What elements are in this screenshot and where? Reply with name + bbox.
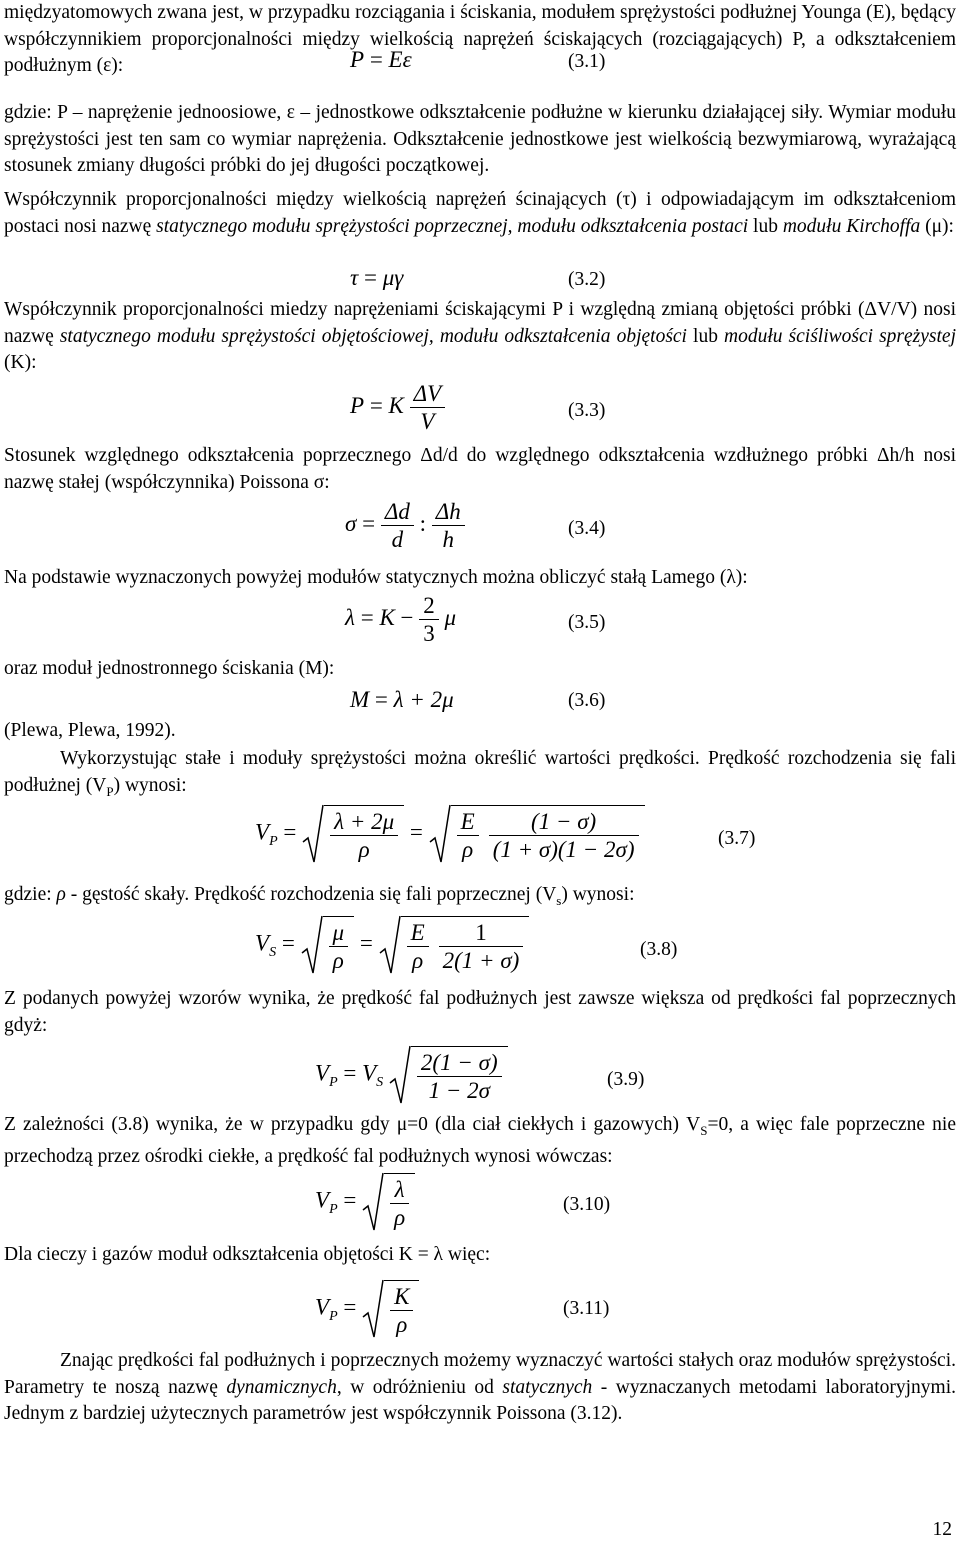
fraction-denominator: ρ xyxy=(332,948,344,973)
eq-lhs: V xyxy=(255,819,270,845)
fraction xyxy=(432,498,465,553)
eq-rhs: μγ xyxy=(382,265,404,290)
fraction xyxy=(329,919,349,974)
paragraph-text: Dla cieczy i gazów moduł odkształcenia objętości K = λ więc: xyxy=(4,1244,491,1265)
paragraph-text: Z podanych powyżej wzorów wynika, że prędkość fal podłużnych jest zawsze większa od prędkości fal poprzecznych gdyż: xyxy=(4,988,956,1036)
fraction-numerator: K xyxy=(390,1283,413,1311)
fraction-denominator: ρ xyxy=(396,1312,408,1337)
paragraph-text: Na podstawie wyznaczonych powyżej modułów statycznych można obliczyć stałą Lamego (λ): xyxy=(4,567,748,588)
subscript: s xyxy=(556,892,562,908)
eq-coefficient: K xyxy=(379,604,395,630)
equation-number: (3.7) xyxy=(718,828,756,849)
fraction-denominator: V xyxy=(420,409,435,434)
paragraph-liquids-gases xyxy=(4,1242,956,1269)
radical-sign-icon xyxy=(389,1045,411,1105)
text-run: lub xyxy=(686,325,724,347)
eq-subscript: P xyxy=(329,1308,338,1324)
italic-term: statycznego modułu sprężystości objętościowej, modułu odkształcenia objętości xyxy=(59,325,687,347)
eq-sign: = xyxy=(343,1294,357,1320)
eq-vs: V xyxy=(362,1060,377,1086)
paragraph-text: gdzie: P – naprężenie jednoosiowe, ε – jednostkowe odkształcenie podłużne w kierunku działającej siły. Wymiar modułu sprężystości jest ten sam co wymiar naprężenia. Odkształcenie jednostkowe jest wielkością bezwymiarową, wyrażającą stosunek zmiany długości próbki do jej długości początkowej. xyxy=(4,102,956,176)
page-number: 12 xyxy=(932,1519,952,1540)
equation-number: (3.10) xyxy=(563,1194,611,1215)
fraction xyxy=(407,919,429,974)
fraction xyxy=(390,1176,409,1231)
paragraph-comparison xyxy=(4,986,956,1039)
eq-lhs: V xyxy=(315,1187,330,1213)
italic-term: modułu Kirchoffa xyxy=(782,215,921,237)
square-root xyxy=(379,915,530,975)
eq-lhs: V xyxy=(255,930,270,956)
equation-3-3 xyxy=(350,380,445,435)
square-root xyxy=(389,1045,508,1105)
fraction-numerator: 2(1 − σ) xyxy=(417,1049,502,1077)
eq-lhs: P xyxy=(350,47,365,72)
equation-number: (3.11) xyxy=(563,1298,610,1319)
fraction xyxy=(457,808,479,863)
equation-number: (3.8) xyxy=(640,939,678,960)
fraction-numerator: E xyxy=(457,808,479,836)
equation-number: (3.1) xyxy=(568,51,606,72)
equation-number: (3.2) xyxy=(568,269,606,290)
fraction-denominator: ρ xyxy=(394,1205,406,1230)
eq-sign: = xyxy=(363,265,377,290)
eq-sign: = xyxy=(343,1060,357,1086)
eq-colon: : xyxy=(419,510,426,536)
fraction-numerator: E xyxy=(407,919,429,947)
eq-sign: = xyxy=(409,819,423,845)
paragraph-citation xyxy=(4,718,956,745)
text-run: Wykorzystując stałe i moduły sprężystości można określić wartości prędkości. Prędkość rozchodzenia się fali podłużnej (V xyxy=(4,748,956,796)
fraction-denominator: 3 xyxy=(423,621,435,646)
text-run: Współczynnik proporcjonalności miedzy naprężeniami ściskającymi P i względną zmianą objętości próbki (ΔV/V) nosi nazwę xyxy=(4,299,956,347)
fraction-numerator: λ xyxy=(390,1176,409,1204)
equation-3-5 xyxy=(345,592,456,647)
text-run: lub xyxy=(748,215,783,237)
text-run: , w odróżnieniu od xyxy=(336,1376,503,1398)
text-run: ) wynosi: xyxy=(561,884,635,905)
paragraph-velocity-s xyxy=(4,882,956,914)
eq-rhs: λ + 2μ xyxy=(393,687,454,712)
fraction-numerator: λ + 2μ xyxy=(330,808,398,836)
eq-sign: = xyxy=(283,819,297,845)
eq-lhs: P xyxy=(350,392,365,418)
eq-lhs: M xyxy=(350,687,370,712)
italic-term: statycznego modułu sprężystości poprzecznej, modułu odkształcenia postaci xyxy=(156,215,749,237)
square-root xyxy=(362,1172,415,1232)
text-run: =0, a więc fale poprzeczne nie przechodzą przez ośrodki ciekłe, a prędkość fal podłużnych wynosi wówczas: xyxy=(4,1114,956,1168)
fraction xyxy=(439,919,524,974)
fraction xyxy=(330,808,398,863)
eq-subscript: S xyxy=(269,944,277,960)
eq-subscript: P xyxy=(329,1201,338,1217)
paragraph-text: oraz moduł jednostronnego ściskania (M): xyxy=(4,658,335,679)
eq-sign: = xyxy=(360,604,374,630)
radical-sign-icon xyxy=(429,804,451,864)
eq-sign: = xyxy=(362,510,376,536)
text-run: Współczynnik proporcjonalności między wielkością naprężeń ścinających (τ) i odpowiadającym im odkształceniom postaci nosi nazwę xyxy=(4,189,956,237)
text-run: (μ): xyxy=(920,215,954,237)
eq-minus: − xyxy=(400,604,414,630)
text-run: - wyznaczanych metodami laboratoryjnymi. Jednym z bardziej użytecznych parametrów jest współczynnik Poissona (3.12). xyxy=(4,1376,957,1424)
equation-3-2 xyxy=(350,264,403,292)
eq-sign: = xyxy=(369,392,383,418)
subscript: P xyxy=(106,783,114,799)
fraction xyxy=(417,1049,502,1104)
eq-subscript: P xyxy=(329,1074,338,1090)
paragraph-text: Stosunek względnego odkształcenia poprzecznego Δd/d do względnego odkształcenia wzdłużnego próbki Δh/h nosi nazwę stałej (współczynnika) Poissona σ: xyxy=(4,445,956,493)
paragraph-dynamic xyxy=(4,1348,956,1428)
square-root xyxy=(429,804,645,864)
paragraph-velocity-p xyxy=(4,746,956,805)
italic-term: dynamicznych xyxy=(226,1376,337,1398)
fraction-numerator: Δh xyxy=(432,498,465,526)
paragraph-kirchoff xyxy=(4,187,956,240)
fraction-numerator: Δd xyxy=(381,498,414,526)
fraction-numerator: μ xyxy=(329,919,349,947)
eq-coefficient: K xyxy=(388,392,404,418)
italic-term: modułu ściśliwości sprężystej xyxy=(724,325,956,347)
paragraph-text: międzyatomowych zwana jest, w przypadku rozciągania i ściskania, modułem sprężystości podłużnej Younga (E), będący współczynnikiem proporcjonalności między wielkością naprężeń ściskających (rozciągających) P, a odkształceniem podłużnym (ε): xyxy=(4,2,956,76)
fraction-denominator: ρ xyxy=(412,948,424,973)
paragraph-definitions xyxy=(4,100,956,180)
fraction xyxy=(381,498,414,553)
text-run: gdzie: xyxy=(4,884,57,905)
square-root xyxy=(301,915,355,975)
equation-3-1 xyxy=(350,46,412,74)
italic-symbol: ρ xyxy=(56,884,66,905)
radical-sign-icon xyxy=(302,804,324,864)
radical-sign-icon xyxy=(362,1279,384,1339)
fraction-denominator: 2(1 + σ) xyxy=(442,948,520,973)
fraction xyxy=(390,1283,413,1338)
square-root xyxy=(302,804,404,864)
text-run: - gęstość skały. Prędkość rozchodzenia się fali poprzecznej (V xyxy=(65,884,557,905)
subscript: S xyxy=(700,1122,708,1138)
equation-3-6 xyxy=(350,686,454,714)
eq-mu: μ xyxy=(444,604,457,630)
paragraph-bulk-modulus xyxy=(4,297,956,377)
eq-sign: = xyxy=(369,47,383,72)
radical-sign-icon xyxy=(301,915,323,975)
italic-term: statycznych xyxy=(502,1376,593,1398)
text-run: Z zależności (3.8) wynika, że w przypadku gdy μ=0 (dla ciał ciekłych i gazowych) V xyxy=(4,1114,701,1135)
fraction xyxy=(419,592,439,647)
eq-lhs: τ xyxy=(350,265,359,290)
eq-lhs: V xyxy=(315,1060,330,1086)
fraction-denominator: 1 − 2σ xyxy=(428,1078,490,1103)
equation-3-9 xyxy=(315,1045,508,1105)
eq-lhs: σ xyxy=(345,510,357,536)
equation-number: (3.3) xyxy=(568,400,606,421)
paragraph-fluids xyxy=(4,1112,956,1171)
fraction-numerator: (1 − σ) xyxy=(489,808,639,836)
radical-sign-icon xyxy=(362,1172,384,1232)
fraction xyxy=(489,808,639,863)
eq-sign: = xyxy=(359,930,373,956)
equation-3-11 xyxy=(315,1279,419,1339)
eq-lhs: V xyxy=(315,1294,330,1320)
fraction-denominator: ρ xyxy=(358,837,370,862)
radical-sign-icon xyxy=(379,915,401,975)
equation-3-8 xyxy=(255,915,529,975)
equation-3-10 xyxy=(315,1172,415,1232)
fraction-numerator: 2 xyxy=(419,592,439,620)
paragraph-young-modulus xyxy=(4,0,956,80)
equation-number: (3.6) xyxy=(568,690,606,711)
equation-number: (3.9) xyxy=(607,1069,645,1090)
text-run: ) wynosi: xyxy=(113,774,187,796)
paragraph-lame xyxy=(4,565,956,592)
fraction-numerator: 1 xyxy=(439,919,524,947)
eq-subscript: S xyxy=(376,1074,384,1090)
text-run: Znając prędkości fal podłużnych i poprzecznych możemy wyznaczyć wartości stałych oraz modułów sprężystości. Parametry te noszą nazwę xyxy=(4,1350,956,1398)
equation-number: (3.5) xyxy=(568,612,606,633)
eq-rhs: Eε xyxy=(388,47,412,72)
fraction-denominator: d xyxy=(391,527,404,552)
paragraph-poisson xyxy=(4,443,956,496)
equation-number: (3.4) xyxy=(568,518,606,539)
equation-3-4 xyxy=(345,498,465,553)
eq-lhs: λ xyxy=(345,604,355,630)
eq-sign: = xyxy=(374,687,388,712)
paragraph-text: (Plewa, Plewa, 1992). xyxy=(4,720,176,741)
eq-subscript: P xyxy=(269,833,278,849)
square-root xyxy=(362,1279,419,1339)
eq-sign: = xyxy=(343,1187,357,1213)
text-run: (K): xyxy=(4,352,37,373)
paragraph-m-modulus xyxy=(4,656,956,683)
equation-3-7 xyxy=(255,804,645,864)
fraction-denominator: h xyxy=(442,527,454,552)
eq-sign: = xyxy=(281,930,295,956)
fraction-denominator: ρ xyxy=(462,837,474,862)
fraction xyxy=(410,380,446,435)
fraction-numerator: ΔV xyxy=(410,380,446,408)
fraction-denominator: (1 + σ)(1 − 2σ) xyxy=(492,837,635,862)
